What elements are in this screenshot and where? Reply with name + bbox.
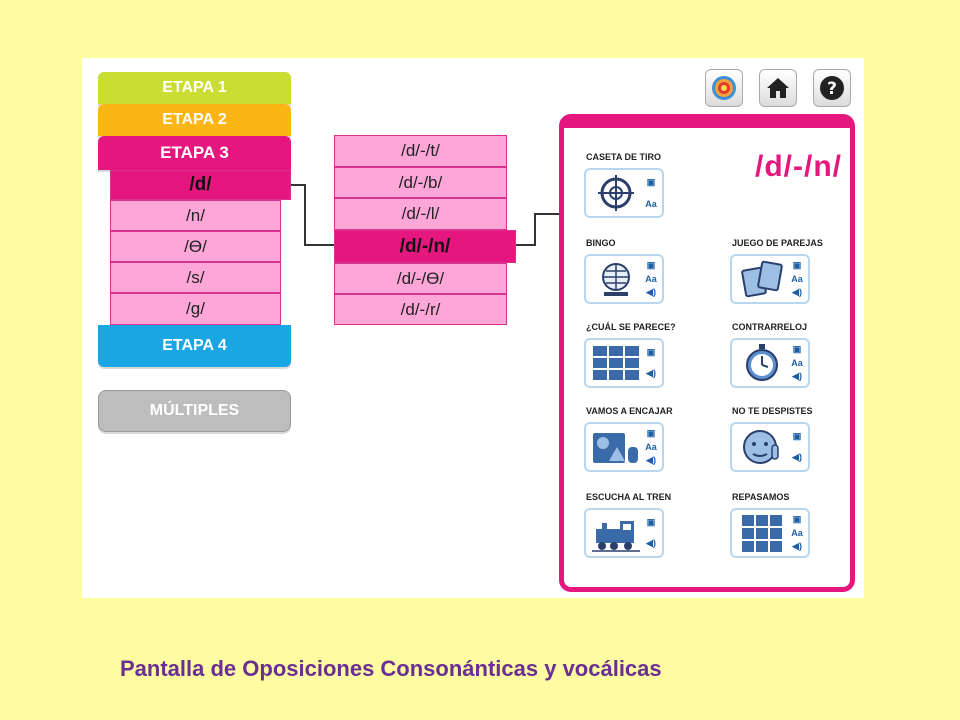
camera-icon[interactable]: ▣ bbox=[646, 347, 656, 357]
connector-line bbox=[304, 184, 306, 246]
activity-card-contrarreloj[interactable] bbox=[730, 338, 810, 388]
bingo-cage-icon bbox=[594, 259, 638, 299]
activity-options bbox=[642, 258, 660, 300]
target-button[interactable] bbox=[705, 69, 743, 107]
activity-card-bingo[interactable] bbox=[584, 254, 664, 304]
target-icon bbox=[710, 74, 738, 102]
help-button[interactable] bbox=[813, 69, 851, 107]
camera-icon[interactable]: ▣ bbox=[646, 259, 656, 270]
activity-label: ESCUCHA AL TREN bbox=[586, 492, 672, 502]
activity-card-encajar[interactable] bbox=[584, 422, 664, 472]
opposition-item[interactable]: /d/-/r/ bbox=[334, 294, 507, 325]
speaker-icon[interactable]: ◀) bbox=[792, 452, 802, 462]
text-option[interactable]: Aa bbox=[791, 357, 803, 368]
activity-thumb bbox=[588, 258, 644, 300]
activity-card-repasamos[interactable] bbox=[730, 508, 810, 558]
help-icon bbox=[818, 74, 846, 102]
phoneme-item-s[interactable]: /s/ bbox=[110, 262, 281, 293]
cards-icon bbox=[740, 259, 784, 299]
train-icon bbox=[590, 513, 642, 553]
activity-thumb bbox=[588, 512, 644, 554]
activity-thumb bbox=[588, 426, 644, 468]
activity-card-cual[interactable] bbox=[584, 338, 664, 388]
camera-icon[interactable]: ▣ bbox=[646, 427, 656, 438]
opposition-item[interactable]: /d/-/l/ bbox=[334, 198, 507, 230]
camera-icon[interactable]: ▣ bbox=[792, 259, 802, 270]
camera-icon[interactable]: ▣ bbox=[646, 177, 656, 188]
activity-thumb bbox=[734, 512, 790, 554]
speaker-icon[interactable]: ◀) bbox=[792, 541, 802, 552]
text-option[interactable]: Aa bbox=[791, 273, 803, 284]
activity-options bbox=[642, 342, 660, 384]
opposition-item[interactable]: /d/-/ϴ/ bbox=[334, 263, 507, 294]
stage-tab-2[interactable]: ETAPA 2 bbox=[98, 104, 291, 136]
activity-label: NO TE DESPISTES bbox=[732, 406, 813, 416]
activity-card-parejas[interactable] bbox=[730, 254, 810, 304]
speaker-icon[interactable]: ◀) bbox=[646, 455, 656, 466]
text-option[interactable]: Aa bbox=[645, 198, 657, 209]
activity-thumb bbox=[588, 342, 644, 384]
activity-label: ¿CUÁL SE PARECE? bbox=[586, 322, 676, 332]
svg-text:?: ? bbox=[827, 79, 837, 99]
connector-line bbox=[304, 244, 334, 246]
phoneme-item-theta[interactable]: /ϴ/ bbox=[110, 231, 281, 262]
phoneme-item-d[interactable]: /d/ bbox=[110, 170, 291, 200]
activity-label: VAMOS A ENCAJAR bbox=[586, 406, 673, 416]
stage-tab-4[interactable]: ETAPA 4 bbox=[98, 325, 291, 367]
activity-label: BINGO bbox=[586, 238, 616, 248]
speaker-icon[interactable]: ◀) bbox=[646, 287, 656, 298]
camera-icon[interactable]: ▣ bbox=[792, 513, 802, 524]
slide-caption: Pantalla de Oposiciones Consonánticas y vocálicas bbox=[120, 656, 662, 681]
text-option[interactable]: Aa bbox=[645, 441, 657, 452]
multiples-button[interactable]: MÚLTIPLES bbox=[98, 390, 291, 432]
face-icon bbox=[740, 427, 784, 467]
connector-line bbox=[534, 213, 560, 215]
activity-options bbox=[642, 172, 660, 214]
camera-icon[interactable]: ▣ bbox=[646, 517, 656, 527]
speaker-icon[interactable]: ◀) bbox=[792, 287, 802, 298]
grid-icon bbox=[740, 513, 784, 553]
speaker-icon[interactable]: ◀) bbox=[646, 538, 656, 548]
stopwatch-icon bbox=[740, 343, 784, 383]
activity-label: CASETA DE TIRO bbox=[586, 152, 662, 162]
stage-tab-1[interactable]: ETAPA 1 bbox=[98, 72, 291, 104]
activity-label: JUEGO DE PAREJAS bbox=[732, 238, 823, 248]
camera-icon[interactable]: ▣ bbox=[792, 343, 802, 354]
connector-line bbox=[534, 213, 536, 246]
activity-thumb bbox=[734, 258, 790, 300]
activity-label: REPASAMOS bbox=[732, 492, 790, 502]
activity-thumb bbox=[734, 426, 790, 468]
app-window bbox=[82, 58, 864, 598]
activity-options bbox=[788, 342, 806, 384]
grid-icon bbox=[591, 344, 641, 382]
opposition-item[interactable]: /d/-/b/ bbox=[334, 167, 507, 198]
opposition-item[interactable]: /d/-/t/ bbox=[334, 135, 507, 167]
connector-line bbox=[516, 244, 536, 246]
speaker-icon[interactable]: ◀) bbox=[646, 368, 656, 378]
home-icon bbox=[765, 75, 791, 101]
activity-thumb bbox=[734, 342, 790, 384]
speaker-icon[interactable]: ◀) bbox=[792, 371, 802, 382]
activity-options bbox=[788, 258, 806, 300]
panel-title: /d/-/n/ bbox=[755, 150, 842, 183]
activity-options bbox=[788, 426, 806, 468]
text-option[interactable]: Aa bbox=[645, 273, 657, 284]
activity-options bbox=[642, 512, 660, 554]
activity-thumb bbox=[588, 172, 644, 214]
activity-card-despistes[interactable] bbox=[730, 422, 810, 472]
activity-panel bbox=[559, 114, 855, 592]
stage-tab-3[interactable]: ETAPA 3 bbox=[98, 136, 291, 170]
activity-options bbox=[788, 512, 806, 554]
phoneme-item-g[interactable]: /g/ bbox=[110, 293, 281, 325]
activity-label: CONTRARRELOJ bbox=[732, 322, 808, 332]
phoneme-item-n[interactable]: /n/ bbox=[110, 200, 281, 231]
activity-options bbox=[642, 426, 660, 468]
home-button[interactable] bbox=[759, 69, 797, 107]
activity-card-caseta[interactable] bbox=[584, 168, 664, 218]
text-option[interactable]: Aa bbox=[791, 527, 803, 538]
activity-card-tren[interactable] bbox=[584, 508, 664, 558]
shapes-icon bbox=[591, 427, 641, 467]
crosshair-icon bbox=[594, 173, 638, 213]
camera-icon[interactable]: ▣ bbox=[792, 431, 802, 441]
opposition-item-selected[interactable]: /d/-/n/ bbox=[334, 230, 516, 263]
